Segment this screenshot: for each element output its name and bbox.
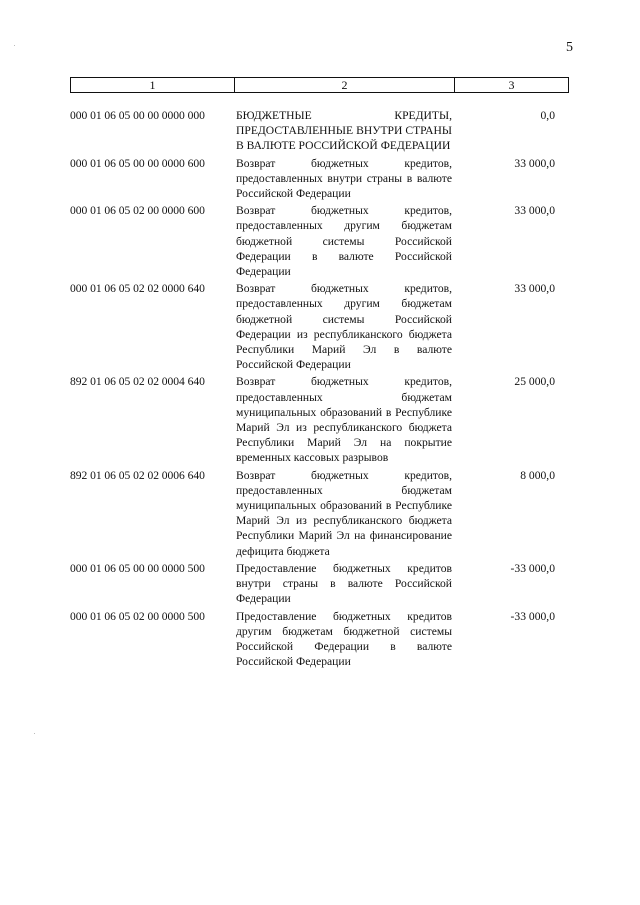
table-row [70, 281, 569, 372]
row-amount: -33 000,0 [510, 561, 555, 575]
table-row [70, 374, 569, 465]
page-number: 5 [566, 40, 573, 55]
row-description: Возврат бюджетных кредитов, предоставленных бюджетам муниципальных образований в Республике Марий Эл из республиканского бюджета Республики Марий Эл на покрытие временных кассовых разрывов [236, 375, 452, 465]
budget-code: 000 01 06 05 00 00 0000 500 [70, 561, 205, 575]
table-row [70, 561, 569, 607]
table-row [70, 203, 569, 279]
row-description: Предоставление бюджетных кредитов другим бюджетам бюджетной системы Российской Федерации в валюте Российской Федерации [236, 609, 452, 669]
table-row [70, 108, 569, 154]
row-description: Возврат бюджетных кредитов, предоставленных бюджетам муниципальных образований в Республике Марий Эл из республиканского бюджета Республики Марий Эл на финансирование дефицита бюджета [236, 468, 452, 558]
row-description: Возврат бюджетных кредитов, предоставленных другим бюджетам бюджетной системы Российской Федерации в валюте Российской Федерации [236, 204, 452, 279]
budget-code: 000 01 06 05 02 00 0000 600 [70, 204, 205, 218]
header-col-2: 2 [235, 78, 455, 92]
budget-code: 000 01 06 05 02 00 0000 500 [70, 609, 205, 623]
row-amount: 33 000,0 [514, 282, 555, 296]
scan-speck [14, 45, 15, 46]
row-amount: 0,0 [540, 109, 555, 122]
header-col-3: 3 [508, 78, 515, 92]
row-amount: 25 000,0 [514, 375, 555, 389]
scan-speck [34, 733, 35, 734]
budget-code: 000 01 06 05 00 00 0000 000 [70, 109, 205, 122]
row-description: Возврат бюджетных кредитов, предоставленных другим бюджетам бюджетной системы Российской Федерации из республиканского бюджета Республики Марий Эл в валюте Российской Федерации [236, 282, 452, 372]
budget-code: 000 01 06 05 02 02 0000 640 [70, 282, 205, 296]
table-row [70, 156, 569, 202]
row-description: Предоставление бюджетных кредитов внутри страны в валюте Российской Федерации [236, 561, 452, 606]
table-body [70, 108, 569, 671]
table-row [70, 468, 569, 559]
row-amount: 33 000,0 [514, 156, 555, 170]
row-description: Возврат бюджетных кредитов, предоставленных внутри страны в валюте Российской Федерации [236, 156, 452, 201]
table-row [70, 609, 569, 670]
row-description: БЮДЖЕТНЫЕ КРЕДИТЫ, ПРЕДОСТАВЛЕННЫЕ ВНУТРИ СТРАНЫ В ВАЛЮТЕ РОССИЙСКОЙ ФЕДЕРАЦИИ [236, 109, 452, 153]
budget-code: 892 01 06 05 02 02 0006 640 [70, 468, 205, 482]
row-amount: -33 000,0 [510, 609, 555, 623]
header-col-1: 1 [71, 78, 235, 92]
row-amount: 8 000,0 [520, 468, 555, 482]
budget-code: 892 01 06 05 02 02 0004 640 [70, 375, 205, 389]
budget-code: 000 01 06 05 00 00 0000 600 [70, 156, 205, 170]
row-amount: 33 000,0 [514, 204, 555, 218]
table-header [70, 77, 569, 93]
